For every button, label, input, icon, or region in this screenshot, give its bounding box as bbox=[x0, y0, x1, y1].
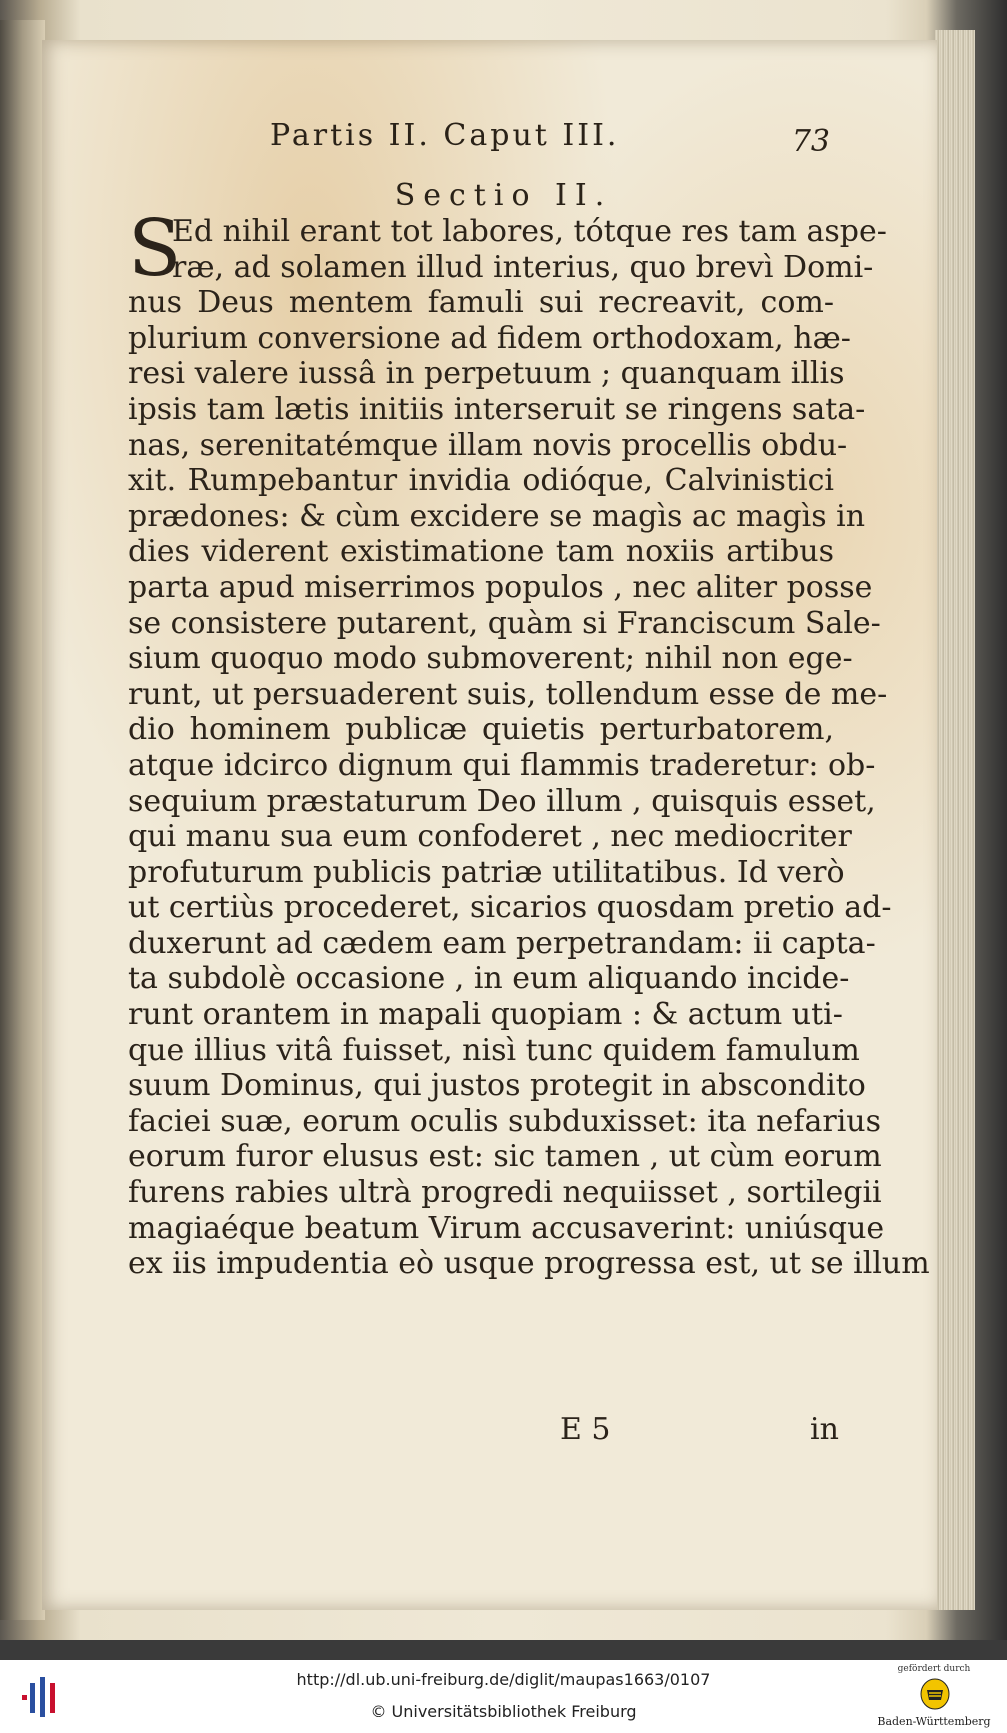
coat-of-arms-icon bbox=[920, 1678, 950, 1710]
text-line: resi valere iussâ in perpetuum ; quanquam illis bbox=[128, 356, 845, 392]
text-line: eorum furor elusus est: sic tamen , ut cùm eorum bbox=[128, 1139, 882, 1175]
permalink-url[interactable]: http://dl.ub.uni-freiburg.de/diglit/maupas1663/0107 bbox=[296, 1670, 711, 1689]
signature-mark: E 5 bbox=[560, 1412, 611, 1447]
text-line: nus Deus mentem famuli sui recreavit, com- bbox=[128, 285, 834, 321]
sponsor-block bbox=[874, 1664, 994, 1730]
text-line: faciei suæ, eorum oculis subduxisset: ita nefarius bbox=[128, 1103, 882, 1139]
copyright-notice: © Universitätsbibliothek Freiburg bbox=[370, 1702, 637, 1721]
text-line: ut certiùs procederet, sicarios quosdam pretio ad- bbox=[128, 890, 892, 926]
text-line: nas, serenitatémque illam novis procellis obdu- bbox=[128, 427, 848, 463]
text-line: profuturum publicis patriæ utilitatibus. Id verò bbox=[128, 854, 845, 890]
running-header bbox=[270, 118, 830, 159]
text-line: Ed nihil erant tot labores, tótque res tam aspe- bbox=[172, 214, 887, 249]
text-line: sequium præstaturum Deo illum , quisquis esset, bbox=[128, 783, 876, 819]
text-line: runt orantem in mapali quopiam : & actum uti- bbox=[128, 997, 843, 1033]
section-title: Sectio II. bbox=[394, 178, 613, 213]
text-line: plurium conversione ad fidem orthodoxam, hæ- bbox=[128, 320, 851, 356]
text-line: atque idcirco dignum qui flammis traderetur: ob- bbox=[128, 747, 876, 783]
sponsor-name: Baden-Württemberg bbox=[877, 1715, 991, 1728]
text-line: suum Dominus, qui justos protegit in abscondito bbox=[128, 1068, 866, 1104]
text-line: se consistere putarent, quàm si Franciscum Sale- bbox=[128, 605, 881, 641]
text-line: furens rabies ultrà progredi nequiisset , sortilegii bbox=[128, 1175, 882, 1211]
running-title: Partis II. Caput III. bbox=[270, 118, 620, 153]
text-line: runt, ut persuaderent suis, tollendum esse de me- bbox=[128, 676, 888, 712]
page-stack-edge bbox=[935, 30, 975, 1610]
left-page-edge bbox=[0, 20, 45, 1620]
text-line: qui manu sua eum confoderet , nec mediocriter bbox=[128, 819, 852, 855]
text-line: ex iis impudentia eò usque progressa est, ut se illum bbox=[128, 1246, 930, 1282]
text-line: prædones: & cùm excidere se magìs ac magìs in bbox=[128, 498, 866, 534]
text-line: ipsis tam lætis initiis interseruit se ringens sata- bbox=[128, 391, 866, 427]
text-line: que illius vitâ fuisset, nisì tunc quidem famulum bbox=[128, 1032, 860, 1068]
text-line: dies viderent existimatione tam noxiis artibus bbox=[128, 534, 834, 570]
catchword: in bbox=[810, 1412, 839, 1447]
page-number: 73 bbox=[791, 124, 830, 159]
body-text bbox=[128, 204, 930, 1282]
text-line: dio hominem publicæ quietis perturbatorem, bbox=[128, 712, 834, 748]
text-line: sium quoquo modo submoverent; nihil non ege- bbox=[128, 641, 853, 677]
text-line: parta apud miserrimos populos , nec aliter posse bbox=[128, 569, 873, 605]
text-line: ta subdolè occasione , in eum aliquando incide- bbox=[128, 961, 850, 997]
sponsor-label: gefördert durch bbox=[897, 1664, 971, 1674]
text-line: magiaéque beatum Virum accusaverint: uniúsque bbox=[128, 1210, 885, 1246]
text-line: xit. Rumpebantur invidia odióque, Calvinistici bbox=[128, 463, 834, 499]
text-line: duxerunt ad cædem eam perpetrandam: ii capta- bbox=[128, 925, 876, 961]
drop-cap: S bbox=[128, 204, 182, 294]
viewer-footer-bar bbox=[0, 1660, 1007, 1733]
text-line: ræ, ad solamen illud interius, quo brevì Domi- bbox=[172, 249, 874, 285]
